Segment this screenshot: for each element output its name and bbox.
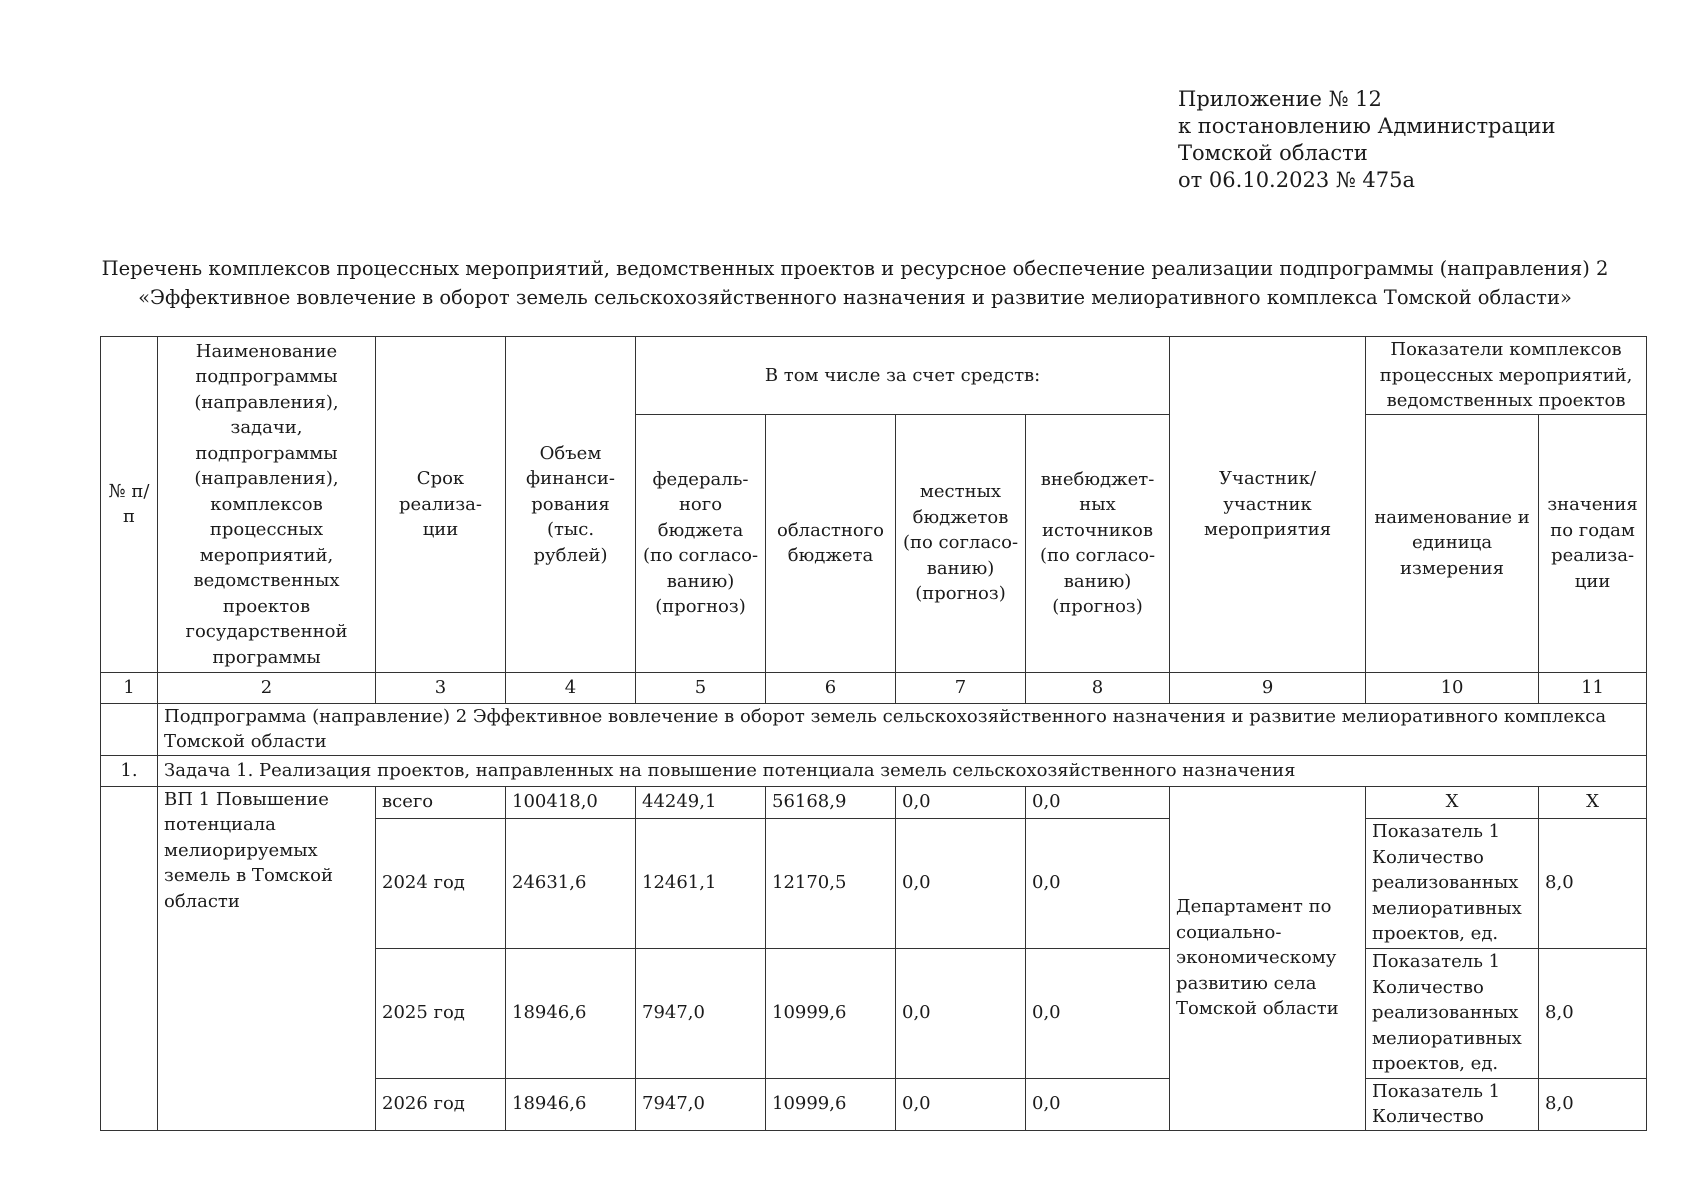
- row-indicator-value: 8,0: [1539, 818, 1647, 948]
- header-num: № п/п: [101, 337, 158, 673]
- task-num: 1.: [101, 755, 158, 786]
- header-volume: Объем финанси-рования (тыс. рублей): [506, 337, 636, 673]
- header-term: Срок реализа-ции: [376, 337, 506, 673]
- document-title: [60, 254, 1650, 312]
- row-regional: 12170,5: [766, 818, 896, 948]
- row-extra: 0,0: [1026, 786, 1170, 818]
- resource-table: [100, 336, 1647, 1131]
- task-title: Задача 1. Реализация проектов, направленных на повышение потенциала земель сельскохозяйственного назначения: [158, 755, 1647, 786]
- row-extra: 0,0: [1026, 1078, 1170, 1130]
- header-indicators: Показатели комплексов процессных мероприятий, ведомственных проектов: [1366, 337, 1647, 415]
- row-federal: 12461,1: [636, 818, 766, 948]
- row-extra: 0,0: [1026, 948, 1170, 1078]
- column-number: 5: [636, 672, 766, 703]
- row-indicator-name: Показатель 1 Количество реализованных мелиоративных проектов, ед.: [1366, 818, 1539, 948]
- row-indicator-name: Показатель 1 Количество: [1366, 1078, 1539, 1130]
- column-number: 3: [376, 672, 506, 703]
- row-local: 0,0: [896, 1078, 1026, 1130]
- header-including: В том числе за счет средств:: [636, 337, 1170, 415]
- row-volume: 18946,6: [506, 1078, 636, 1130]
- appendix-line: Приложение № 12: [1178, 87, 1382, 111]
- row-federal: 7947,0: [636, 948, 766, 1078]
- column-number: 11: [1539, 672, 1647, 703]
- subprogram-title: Подпрограмма (направление) 2 Эффективное вовлечение в оборот земель сельскохозяйственного назначения и развитие мелиоративного комплекса Томской области: [158, 703, 1647, 755]
- column-number: 6: [766, 672, 896, 703]
- header-name: Наименование подпрограммы (направления), задачи, подпрограммы (направления), комплексов процессных мероприятий, ведомственных проектов государственной программы: [158, 337, 376, 673]
- appendix-block: [1178, 86, 1556, 194]
- row-indicator-value: Х: [1539, 786, 1647, 818]
- row-volume: 24631,6: [506, 818, 636, 948]
- column-number: 4: [506, 672, 636, 703]
- row-term: 2024 год: [376, 818, 506, 948]
- row-federal: 7947,0: [636, 1078, 766, 1130]
- row-federal: 44249,1: [636, 786, 766, 818]
- appendix-line: Томской области: [1178, 141, 1368, 165]
- row-term: всего: [376, 786, 506, 818]
- row-local: 0,0: [896, 818, 1026, 948]
- column-number: 10: [1366, 672, 1539, 703]
- project-name: ВП 1 Повышение потенциала мелиорируемых земель в Томской области: [158, 786, 376, 1130]
- header-federal: федераль-ного бюджета (по согласо-ванию) (прогноз): [636, 414, 766, 672]
- title-line: «Эффективное вовлечение в оборот земель сельскохозяйственного назначения и развитие мелиоративного комплекса Томской области»: [138, 286, 1572, 309]
- header-extra: внебюджет-ных источников (по согласо-ванию) (прогноз): [1026, 414, 1170, 672]
- column-number: 2: [158, 672, 376, 703]
- row-extra: 0,0: [1026, 818, 1170, 948]
- row-local: 0,0: [896, 786, 1026, 818]
- row-local: 0,0: [896, 948, 1026, 1078]
- column-number: 1: [101, 672, 158, 703]
- column-number: 7: [896, 672, 1026, 703]
- header-local: местных бюджетов (по согласо-ванию) (прогноз): [896, 414, 1026, 672]
- row-indicator-value: 8,0: [1539, 948, 1647, 1078]
- row-indicator-value: 8,0: [1539, 1078, 1647, 1130]
- row-term: 2026 год: [376, 1078, 506, 1130]
- row-indicator-name: Показатель 1 Количество реализованных мелиоративных проектов, ед.: [1366, 948, 1539, 1078]
- appendix-line: к постановлению Администрации: [1178, 114, 1556, 138]
- header-regional: областного бюджета: [766, 414, 896, 672]
- title-line: Перечень комплексов процессных мероприятий, ведомственных проектов и ресурсное обеспечение реализации подпрограммы (направления) 2: [101, 257, 1609, 280]
- subprogram-row: [101, 703, 1647, 755]
- task-row: [101, 755, 1647, 786]
- header-ind-values: значения по годам реализа-ции: [1539, 414, 1647, 672]
- row-regional: 10999,6: [766, 1078, 896, 1130]
- project-num-cell: [101, 786, 158, 1130]
- column-number: 9: [1170, 672, 1366, 703]
- row-volume: 100418,0: [506, 786, 636, 818]
- column-numbers-row: [101, 672, 1647, 703]
- row-volume: 18946,6: [506, 948, 636, 1078]
- row-term: 2025 год: [376, 948, 506, 1078]
- header-participant: Участник/ участник мероприятия: [1170, 337, 1366, 673]
- subprogram-num-cell: [101, 703, 158, 755]
- table-row: [101, 786, 1647, 818]
- appendix-line: от 06.10.2023 № 475а: [1178, 168, 1415, 192]
- column-number: 8: [1026, 672, 1170, 703]
- row-regional: 10999,6: [766, 948, 896, 1078]
- participant-cell: Департамент по социально-экономическому развитию села Томской области: [1170, 786, 1366, 1130]
- header-ind-name: наименование и единица измерения: [1366, 414, 1539, 672]
- row-indicator-name: Х: [1366, 786, 1539, 818]
- row-regional: 56168,9: [766, 786, 896, 818]
